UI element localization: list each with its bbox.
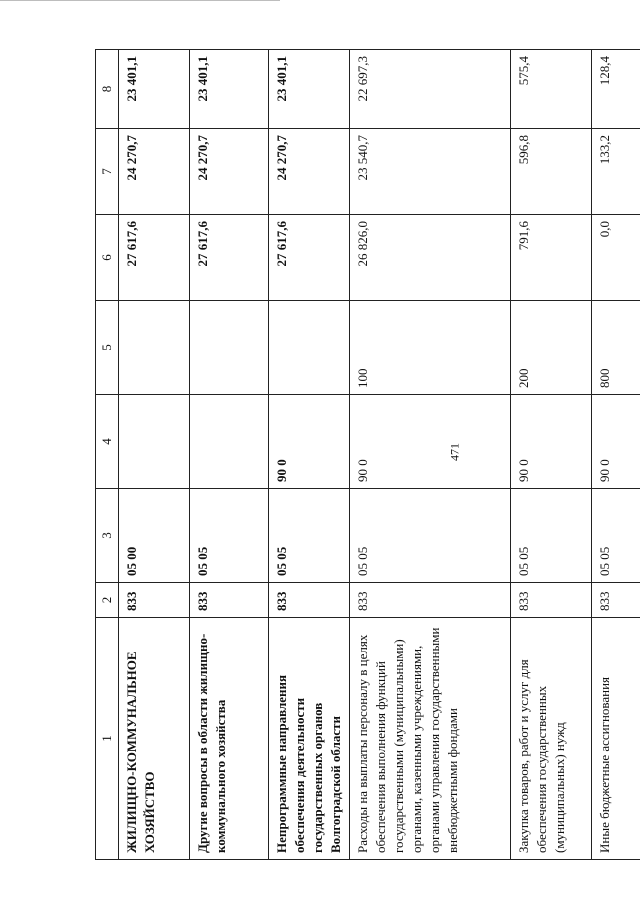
row-amount-7: 24 270,7 [190, 129, 269, 215]
row-name: Непрограммные направления обеспечения деятельности государственных органов Волгоградской области [269, 618, 350, 860]
table-row [269, 50, 350, 860]
row-name: Расходы на выплаты персоналу в целях обеспечения выполнения функций государственными (муниципальными) органами, казенными учреждениями, органами управления государственными внебюджетными фондами [350, 618, 511, 860]
row-name: Закупка товаров, работ и услуг для обеспечения государственных (муниципальных) нужд [511, 618, 592, 860]
row-target-code: 90 0 [269, 395, 350, 489]
row-expense-type [269, 301, 350, 395]
row-name: Иные бюджетные ассигнования [592, 618, 640, 860]
row-amount-6: 26 826,0 [350, 215, 511, 301]
row-amount-7: 24 270,7 [269, 129, 350, 215]
row-ministry-code: 833 [269, 583, 350, 618]
budget-table-rotated [95, 50, 612, 860]
header-row [96, 50, 119, 860]
table-row [190, 50, 269, 860]
row-section-code: 05 00 [119, 489, 190, 583]
row-amount-7: 24 270,7 [119, 129, 190, 215]
row-ministry-code: 833 [119, 583, 190, 618]
row-amount-7: 596,8 [511, 129, 592, 215]
row-amount-8: 23 401,1 [269, 50, 350, 129]
row-section-code: 05 05 [269, 489, 350, 583]
row-target-code: 90 0 [511, 395, 592, 489]
row-amount-8: 22 697,3 [350, 50, 511, 129]
header-cell-8: 8 [96, 50, 119, 129]
row-target-code: 90 0 [592, 395, 640, 489]
row-target-code: 90 0 [350, 395, 511, 489]
row-amount-8: 23 401,1 [119, 50, 190, 129]
row-target-code [190, 395, 269, 489]
row-section-code: 05 05 [190, 489, 269, 583]
budget-table-frame [95, 50, 612, 860]
row-name: ЖИЛИЩНО-КОММУНАЛЬНОЕ ХОЗЯЙСТВО [119, 618, 190, 860]
row-amount-6: 791,6 [511, 215, 592, 301]
row-ministry-code: 833 [511, 583, 592, 618]
row-amount-7: 23 540,7 [350, 129, 511, 215]
header-cell-4: 4 [96, 395, 119, 489]
table-row [511, 50, 592, 860]
row-section-code: 05 05 [592, 489, 640, 583]
row-amount-8: 23 401,1 [190, 50, 269, 129]
header-cell-3: 3 [96, 489, 119, 583]
header-cell-5: 5 [96, 301, 119, 395]
row-ministry-code: 833 [350, 583, 511, 618]
row-amount-6: 27 617,6 [269, 215, 350, 301]
header-cell-6: 6 [96, 215, 119, 301]
row-name: Другие вопросы в области жилищно-коммунального хозяйства [190, 618, 269, 860]
table-row [119, 50, 190, 860]
row-expense-type [119, 301, 190, 395]
table-row [350, 50, 511, 860]
scan-top-edge [0, 0, 280, 1]
row-amount-6: 0,0 [592, 215, 640, 301]
row-expense-type: 800 [592, 301, 640, 395]
header-cell-2: 2 [96, 583, 119, 618]
row-section-code: 05 05 [350, 489, 511, 583]
row-amount-6: 27 617,6 [190, 215, 269, 301]
row-ministry-code: 833 [592, 583, 640, 618]
row-amount-7: 133,2 [592, 129, 640, 215]
row-section-code: 05 05 [511, 489, 592, 583]
row-expense-type [190, 301, 269, 395]
budget-table [95, 49, 640, 860]
row-ministry-code: 833 [190, 583, 269, 618]
page-number: 471 [447, 443, 462, 461]
header-cell-1: 1 [96, 618, 119, 860]
row-expense-type: 200 [511, 301, 592, 395]
row-amount-6: 27 617,6 [119, 215, 190, 301]
table-row [592, 50, 640, 860]
row-expense-type: 100 [350, 301, 511, 395]
row-amount-8: 128,4 [592, 50, 640, 129]
row-target-code [119, 395, 190, 489]
header-cell-7: 7 [96, 129, 119, 215]
row-amount-8: 575,4 [511, 50, 592, 129]
